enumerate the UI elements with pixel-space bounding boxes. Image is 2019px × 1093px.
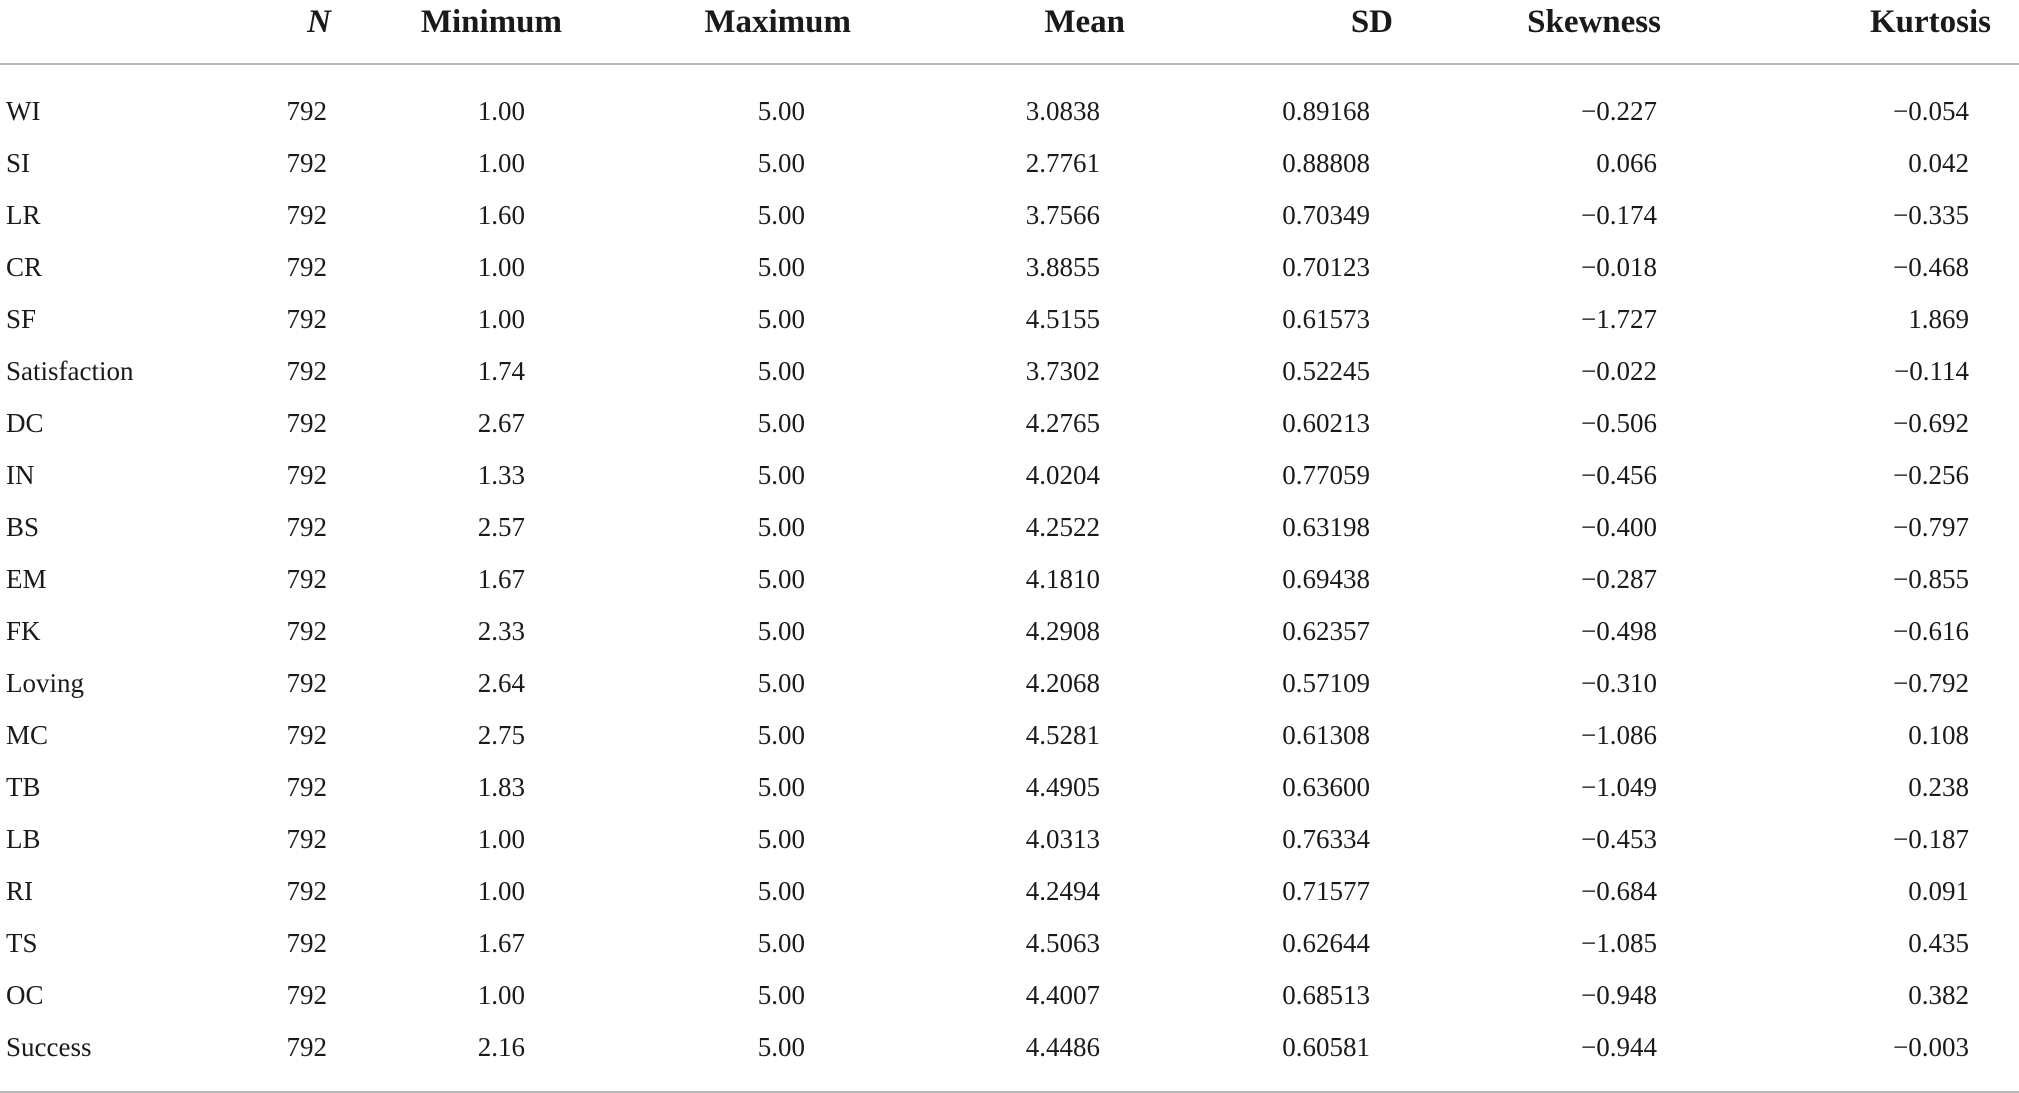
cell-maximum: 5.00 [757,408,805,438]
cell-skewness: −0.174 [1581,200,1657,230]
cell-maximum: 5.00 [757,720,805,750]
cell-n: 792 [286,980,327,1010]
cell-minimum: 2.67 [477,408,525,438]
cell-variable: Success [0,1021,255,1092]
cell-mean: 4.4007 [1025,980,1100,1010]
cell-skewness: −1.049 [1581,772,1657,802]
cell-minimum: 1.60 [477,200,525,230]
cell-n: 792 [286,512,327,542]
cell-mean: 4.5281 [1025,720,1100,750]
cell-n: 792 [286,356,327,386]
cell-n: 792 [286,200,327,230]
cell-mean: 4.4486 [925,1021,1235,1092]
cell-minimum: 1.67 [477,928,525,958]
cell-mean: 2.7761 [1025,148,1100,178]
cell-minimum: 1.00 [477,824,525,854]
cell-variable: BS [6,512,40,542]
cell-sd: 0.62644 [1282,928,1370,958]
cell-minimum: 1.00 [477,304,525,334]
cell-variable: Satisfaction [6,356,134,386]
cell-n: 792 [286,616,327,646]
table-body [0,64,2019,1092]
cell-maximum: 5.00 [757,148,805,178]
cell-sd: 0.52245 [1282,356,1370,386]
table-row [0,449,2019,501]
header-sd: SD [1235,0,1480,64]
cell-mean: 4.5155 [1025,304,1100,334]
cell-variable: SF [6,304,37,334]
cell-skewness: −0.400 [1581,512,1657,542]
cell-sd: 0.77059 [1282,460,1370,490]
cell-sd: 0.60581 [1235,1021,1480,1092]
cell-minimum: 2.16 [365,1021,615,1092]
header-label [0,0,255,64]
header-kurtosis: Kurtosis [1735,0,2019,64]
cell-kurtosis: −0.335 [1893,200,1969,230]
cell-skewness: −0.227 [1581,96,1657,126]
cell-maximum: 5.00 [757,928,805,958]
cell-sd: 0.68513 [1282,980,1370,1010]
cell-mean: 3.0838 [1025,96,1100,126]
cell-mean: 4.1810 [1025,564,1100,594]
table-row [0,397,2019,449]
cell-maximum: 5.00 [757,460,805,490]
cell-mean: 4.5063 [1025,928,1100,958]
cell-n: 792 [286,252,327,282]
cell-kurtosis: 0.042 [1908,148,1969,178]
cell-skewness: −0.287 [1581,564,1657,594]
cell-skewness: −0.022 [1581,356,1657,386]
cell-kurtosis: −0.468 [1893,252,1969,282]
cell-kurtosis: −0.003 [1735,1021,2019,1092]
cell-kurtosis: 0.382 [1908,980,1969,1010]
cell-mean: 4.0313 [1025,824,1100,854]
cell-variable: TB [6,772,41,802]
cell-maximum: 5.00 [757,96,805,126]
cell-sd: 0.63600 [1282,772,1370,802]
cell-n: 792 [286,304,327,334]
cell-mean: 4.4905 [1025,772,1100,802]
cell-kurtosis: −0.855 [1893,564,1969,594]
cell-variable: OC [6,980,44,1010]
cell-n: 792 [286,148,327,178]
header-maximum: Maximum [615,0,925,64]
cell-minimum: 1.00 [477,96,525,126]
cell-n: 792 [286,876,327,906]
table-row [0,761,2019,813]
cell-kurtosis: 0.238 [1908,772,1969,802]
cell-variable: SI [6,148,31,178]
cell-sd: 0.69438 [1282,564,1370,594]
cell-maximum: 5.00 [615,1021,925,1092]
cell-minimum: 1.00 [477,980,525,1010]
cell-mean: 4.2522 [1025,512,1100,542]
cell-kurtosis: −0.616 [1893,616,1969,646]
cell-variable: IN [6,460,35,490]
table-row [0,137,2019,189]
table-row [0,553,2019,605]
cell-skewness: −1.086 [1581,720,1657,750]
cell-mean: 4.2908 [1025,616,1100,646]
cell-n: 792 [286,408,327,438]
table-row [0,813,2019,865]
cell-n: 792 [286,772,327,802]
cell-maximum: 5.00 [757,876,805,906]
cell-minimum: 1.00 [477,252,525,282]
cell-skewness: −0.310 [1581,668,1657,698]
cell-sd: 0.62357 [1282,616,1370,646]
cell-minimum: 2.57 [477,512,525,542]
cell-kurtosis: 0.091 [1908,876,1969,906]
table-row [0,189,2019,241]
cell-n: 792 [286,96,327,126]
cell-minimum: 2.64 [477,668,525,698]
cell-sd: 0.61308 [1282,720,1370,750]
cell-kurtosis: −0.256 [1893,460,1969,490]
cell-kurtosis: 0.435 [1908,928,1969,958]
cell-skewness: −0.453 [1581,824,1657,854]
cell-n: 792 [286,928,327,958]
cell-variable: TS [6,928,38,958]
cell-variable: RI [6,876,33,906]
cell-skewness: −1.727 [1581,304,1657,334]
cell-variable: CR [6,252,43,282]
cell-maximum: 5.00 [757,616,805,646]
cell-maximum: 5.00 [757,252,805,282]
cell-skewness: −0.456 [1581,460,1657,490]
cell-skewness: −0.948 [1581,980,1657,1010]
cell-maximum: 5.00 [757,200,805,230]
header-n: N [255,0,365,64]
cell-sd: 0.60213 [1282,408,1370,438]
header-skewness: Skewness [1480,0,1735,64]
table-row [0,605,2019,657]
cell-sd: 0.63198 [1282,512,1370,542]
cell-kurtosis: −0.797 [1893,512,1969,542]
cell-kurtosis: 0.108 [1908,720,1969,750]
cell-n: 792 [286,564,327,594]
table-row [0,657,2019,709]
table-row [0,64,2019,137]
cell-skewness: −1.085 [1581,928,1657,958]
table-row [0,1021,2019,1092]
cell-mean: 4.2765 [1025,408,1100,438]
cell-sd: 0.88808 [1282,148,1370,178]
cell-variable: LR [6,200,41,230]
cell-maximum: 5.00 [757,824,805,854]
cell-variable: MC [6,720,49,750]
cell-mean: 4.2068 [1025,668,1100,698]
cell-mean: 4.2494 [1025,876,1100,906]
cell-maximum: 5.00 [757,564,805,594]
header-mean: Mean [925,0,1235,64]
cell-maximum: 5.00 [757,512,805,542]
cell-n: 792 [286,824,327,854]
header-minimum: Minimum [365,0,615,64]
cell-skewness: −0.684 [1581,876,1657,906]
cell-sd: 0.57109 [1282,668,1370,698]
cell-minimum: 1.67 [477,564,525,594]
cell-sd: 0.71577 [1282,876,1370,906]
cell-minimum: 1.00 [477,148,525,178]
cell-kurtosis: 1.869 [1908,304,1969,334]
cell-sd: 0.61573 [1282,304,1370,334]
cell-maximum: 5.00 [757,304,805,334]
cell-kurtosis: −0.692 [1893,408,1969,438]
cell-skewness: −0.944 [1480,1021,1735,1092]
table-row [0,709,2019,761]
cell-minimum: 1.33 [477,460,525,490]
cell-minimum: 2.33 [477,616,525,646]
table-row [0,345,2019,397]
cell-n: 792 [255,1021,365,1092]
cell-mean: 4.0204 [1025,460,1100,490]
cell-mean: 3.8855 [1025,252,1100,282]
cell-kurtosis: −0.187 [1893,824,1969,854]
cell-skewness: −0.498 [1581,616,1657,646]
cell-minimum: 1.74 [477,356,525,386]
table-row [0,969,2019,1021]
header-row [0,0,2019,64]
cell-kurtosis: −0.054 [1893,96,1969,126]
cell-variable: Loving [6,668,84,698]
table-header [0,0,2019,64]
table-row [0,917,2019,969]
cell-maximum: 5.00 [757,980,805,1010]
cell-skewness: −0.018 [1581,252,1657,282]
cell-n: 792 [286,720,327,750]
cell-variable: FK [6,616,41,646]
cell-minimum: 1.00 [477,876,525,906]
table-row [0,865,2019,917]
table-row [0,241,2019,293]
cell-skewness: 0.066 [1596,148,1657,178]
cell-minimum: 2.75 [477,720,525,750]
cell-sd: 0.89168 [1282,96,1370,126]
table-row [0,501,2019,553]
cell-mean: 3.7566 [1025,200,1100,230]
cell-variable: LB [6,824,41,854]
cell-variable: DC [6,408,44,438]
cell-sd: 0.76334 [1282,824,1370,854]
cell-sd: 0.70123 [1282,252,1370,282]
cell-maximum: 5.00 [757,668,805,698]
cell-variable: EM [6,564,47,594]
cell-variable: WI [6,96,41,126]
cell-maximum: 5.00 [757,356,805,386]
cell-n: 792 [286,460,327,490]
cell-maximum: 5.00 [757,772,805,802]
cell-kurtosis: −0.114 [1894,356,1969,386]
cell-skewness: −0.506 [1581,408,1657,438]
cell-kurtosis: −0.792 [1893,668,1969,698]
table-row [0,293,2019,345]
cell-sd: 0.70349 [1282,200,1370,230]
cell-n: 792 [286,668,327,698]
cell-minimum: 1.83 [477,772,525,802]
cell-mean: 3.7302 [1025,356,1100,386]
